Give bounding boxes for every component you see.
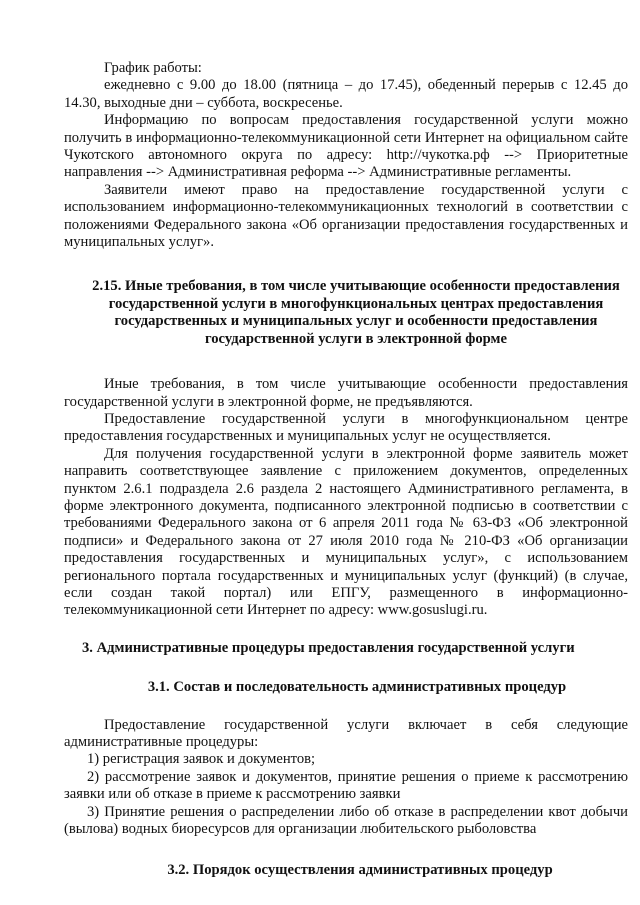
- applicants-rights-paragraph: Заявители имеют право на предоставление государственной услуги с использованием информационно-телекоммуникационных технологий в соответствии с положениями Федерального закона «Об организации предоставления государственных и муниципальных услуг».: [64, 181, 628, 251]
- section-2-15-paragraph-1: Иные требования, в том числе учитывающие особенности предоставления государственной услуги в электронной форме, не предъявляются.: [64, 376, 628, 410]
- section-2-15-heading: 2.15. Иные требования, в том числе учитывающие особенности предоставления государственной услуги в многофункциональных центрах предоставления государственных и муниципальных услуг и особенности предоставления государственной услуги в электронной форме: [92, 278, 620, 347]
- procedure-item-2: 2) рассмотрение заявок и документов, принятие решения о приеме к рассмотрению заявки или об отказе в приеме к рассмотрению заявки: [64, 768, 628, 803]
- schedule-hours: ежедневно с 9.00 до 18.00 (пятница – до 17.45), обеденный перерыв с 12.45 до 14.30, выходные дни – суббота, воскресенье.: [64, 77, 628, 111]
- schedule-label: График работы:: [104, 60, 202, 76]
- section-3-1-intro: Предоставление государственной услуги включает в себя следующие административные процедуры:: [64, 716, 628, 750]
- procedure-item-3: 3) Принятие решения о распределении либо об отказе в распределении квот добычи (вылова) водных биоресурсов для организации любительского рыболовства: [64, 803, 628, 838]
- procedure-item-1: 1) регистрация заявок и документов;: [87, 751, 316, 768]
- info-paragraph: Информацию по вопросам предоставления государственной услуги можно получить в информационно-телекоммуникационной сети Интернет на официальном сайте Чукотского автономного округа по адресу: http://чукотка.рф --> Приоритетные направления --> Административная реформа --> Административные регламенты.: [64, 112, 628, 181]
- document-page: [64, 60, 628, 880]
- section-3-2-heading: 3.2. Порядок осуществления административных процедур: [167, 862, 553, 879]
- section-3-1-heading: 3.1. Состав и последовательность административных процедур: [147, 679, 567, 696]
- section-3-heading: 3. Административные процедуры предоставления государственной услуги: [82, 639, 575, 656]
- section-2-15-paragraph-2: Предоставление государственной услуги в многофункциональном центре предоставления государственных и муниципальных услуг не осуществляется.: [64, 410, 628, 445]
- section-2-15-paragraph-3: Для получения государственной услуги в электронной форме заявитель может направить соответствующее заявление с приложением документов, определенных пунктом 2.6.1 подраздела 2.6 раздела 2 настоящего Административного регламента, в форме электронного документа, подписанного электронной подписью в соответствии с требованиями Федерального закона от 6 апреля 2011 года № 63-ФЗ «Об электронной подписи» и Федерального закона от 27 июля 2010 года № 210-ФЗ «Об организации предоставления государственных и муниципальных услуг», с использованием регионального портала государственных и муниципальных услуг (функций) (в случае, если создан такой портал) или ЕПГУ, размещенного в информационно-телекоммуникационной сети Интернет по адресу: www.gosuslugi.ru.: [64, 445, 628, 619]
